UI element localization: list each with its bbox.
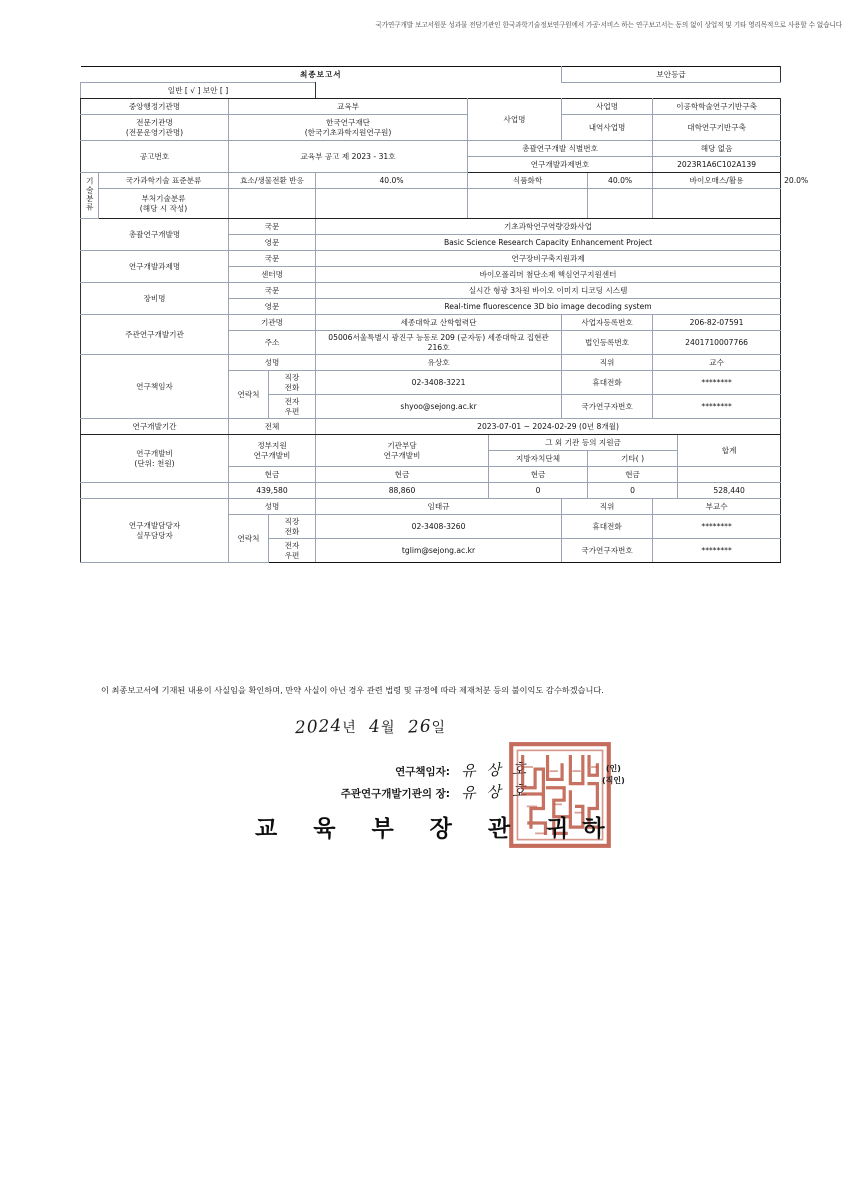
equipment-eng-value: Real-time fluorescence 3D bio image decoding system bbox=[316, 299, 781, 315]
overall-identifier-value: 해당 없음 bbox=[653, 141, 781, 157]
std-item-3-name: 바이오매스/활용 bbox=[653, 173, 781, 189]
pi-mobile-value: ******** bbox=[653, 371, 781, 395]
signature-date bbox=[295, 717, 445, 737]
local-cash-label: 현금 bbox=[489, 467, 588, 483]
overall-project-kor-value: 기초과학연구역량강화사업 bbox=[316, 219, 781, 235]
dept-classification-label-line1: 부처기술분류 bbox=[141, 194, 186, 204]
signature-date-month-suffix: 월 bbox=[380, 720, 395, 736]
overall-project-label: 총괄연구개발명 bbox=[81, 219, 229, 251]
research-period-scope-label: 전체 bbox=[229, 419, 316, 435]
pi-email-value: shyoo@sejong.ac.kr bbox=[316, 395, 562, 419]
pi-email-label-line2: 우편 bbox=[284, 406, 300, 416]
expert-agency-row bbox=[81, 115, 781, 141]
pi-label: 연구책임자 bbox=[81, 355, 229, 419]
expert-agency-label-line2: (전문운영기관명) bbox=[125, 127, 184, 137]
staff-contact-label: 연락처 bbox=[229, 515, 269, 563]
staff-position-label: 직위 bbox=[562, 499, 653, 515]
pi-position-label: 직위 bbox=[562, 355, 653, 371]
staff-label-line1: 연구개발담당자 bbox=[128, 521, 181, 531]
page-title: 최종보고서 bbox=[81, 67, 562, 83]
corp-reg-value: 2401710007766 bbox=[653, 331, 781, 355]
gov-funding-label-line2: 연구개발비 bbox=[253, 450, 291, 460]
overall-project-kor-row bbox=[81, 219, 781, 235]
funding-label bbox=[81, 435, 229, 483]
program-group-label: 사업명 bbox=[468, 99, 562, 141]
staff-mobile-label: 휴대전화 bbox=[562, 515, 653, 539]
address-label: 주소 bbox=[229, 331, 316, 355]
staff-name-row bbox=[81, 499, 781, 515]
signature-date-year-suffix: 년 bbox=[342, 720, 356, 736]
staff-name-label: 성명 bbox=[229, 499, 316, 515]
pi-signature-row bbox=[275, 759, 529, 780]
funding-label-line2: (단위: 천원) bbox=[134, 458, 175, 468]
institution-funding-label-line2: 연구개발비 bbox=[383, 450, 421, 460]
funding-label-line1: 연구개발비 bbox=[136, 449, 173, 459]
research-period-value: 2023-07-01 ~ 2024-02-29 (0년 8개월) bbox=[316, 419, 781, 435]
security-value-row bbox=[81, 83, 781, 99]
tech-classification-vertical-label: 기술분류 bbox=[81, 173, 99, 219]
staff-email-value: tglim@sejong.ac.kr bbox=[316, 539, 562, 563]
task-kor-label: 국문 bbox=[229, 251, 316, 267]
business-reg-value: 206-82-07591 bbox=[653, 315, 781, 331]
gov-funding-value: 439,580 bbox=[229, 483, 316, 499]
expert-agency-value-line2: (한국기초과학지원연구원) bbox=[304, 127, 392, 137]
funding-values-row bbox=[81, 483, 781, 499]
overall-project-eng-value: Basic Science Research Capacity Enhancement Project bbox=[316, 235, 781, 251]
local-gov-funding-label: 지방자치단체 bbox=[489, 451, 588, 467]
organization-name-row bbox=[81, 315, 781, 331]
etc-funding-label: 기타( ) bbox=[588, 451, 678, 467]
etc-cash-label: 현금 bbox=[588, 467, 678, 483]
other-funding-label: 그 외 기관 등의 지원금 bbox=[489, 435, 678, 451]
seal-annotation bbox=[602, 763, 625, 786]
std-item-2-name: 식품화학 bbox=[468, 173, 588, 189]
gov-cash-label: 현금 bbox=[229, 467, 316, 483]
signature-date-year: 2024 bbox=[294, 715, 343, 739]
research-period-row bbox=[81, 419, 781, 435]
address-value: 05006서울특별시 광진구 능동로 209 (군자동) 세종대학교 집현관 216호 bbox=[316, 331, 562, 355]
program-label: 사업명 bbox=[562, 99, 653, 115]
pi-name-value: 유상호 bbox=[316, 355, 562, 371]
sub-program-value: 대학연구기반구축 bbox=[653, 115, 781, 141]
dept-item-2-pct bbox=[588, 189, 653, 219]
equipment-eng-label: 영문 bbox=[229, 299, 316, 315]
declaration-statement: 이 최종보고서에 기재된 내용이 사실임을 확인하며, 만약 사실이 아닌 경우 관련 법령 및 규정에 따라 제재처분 등의 불이익도 감수하겠습니다. bbox=[101, 685, 604, 695]
business-reg-label: 사업자등록번호 bbox=[562, 315, 653, 331]
pi-email-label-line1: 전자 bbox=[284, 397, 300, 407]
staff-name-value: 임태규 bbox=[316, 499, 562, 515]
funding-values-spacer bbox=[81, 483, 229, 499]
staff-researcher-no-label: 국가연구자번호 bbox=[562, 539, 653, 563]
overall-identifier-label: 총괄연구개발 식별번호 bbox=[468, 141, 653, 157]
pi-researcher-no-label: 국가연구자번호 bbox=[562, 395, 653, 419]
institution-funding-value: 88,860 bbox=[316, 483, 489, 499]
expert-agency-label bbox=[81, 115, 229, 141]
dept-item-2-name bbox=[468, 189, 588, 219]
std-item-1-name: 효소/생물전환 반응 bbox=[229, 173, 316, 189]
signature-date-day: 26 bbox=[407, 716, 433, 738]
org-head-signature-label: 주관연구개발기관의 장: bbox=[340, 788, 450, 800]
organization-label: 주관연구개발기관 bbox=[81, 315, 229, 355]
dept-classification-label bbox=[99, 189, 229, 219]
institution-funding-label-line1: 기관부담 bbox=[387, 441, 417, 451]
institution-funding-label bbox=[316, 435, 489, 467]
gov-funding-label-line1: 정부지원 bbox=[257, 441, 287, 451]
equipment-kor-row bbox=[81, 283, 781, 299]
staff-office-phone-label-line1: 직장 bbox=[284, 517, 300, 527]
staff-office-phone-label-line2: 전화 bbox=[284, 526, 300, 536]
staff-label-line2: 실무담당자 bbox=[136, 530, 173, 540]
total-cash-spacer bbox=[678, 467, 781, 483]
overall-project-kor-label: 국문 bbox=[229, 219, 316, 235]
pi-signature-value: 유 상 호 bbox=[460, 759, 530, 781]
equipment-kor-label: 국문 bbox=[229, 283, 316, 299]
pi-name-row bbox=[81, 355, 781, 371]
pi-mobile-label: 휴대전화 bbox=[562, 371, 653, 395]
dept-classification-row bbox=[81, 189, 781, 219]
pi-email-label bbox=[269, 395, 316, 419]
funding-header-row bbox=[81, 435, 781, 451]
staff-label bbox=[81, 499, 229, 563]
staff-office-phone-label bbox=[269, 515, 316, 539]
gov-funding-label bbox=[229, 435, 316, 467]
equipment-label: 장비명 bbox=[81, 283, 229, 315]
signature-date-month: 4 bbox=[368, 716, 382, 738]
staff-mobile-value: ******** bbox=[653, 515, 781, 539]
seal-annotation-line2: (직인) bbox=[602, 775, 625, 785]
org-head-signature-value: 유 상 호 bbox=[460, 781, 530, 803]
dept-item-3-name bbox=[653, 189, 781, 219]
program-value: 이공학학술연구기반구축 bbox=[653, 99, 781, 115]
task-center-value: 바이오폴리머 첨단소재 핵심연구지원센터 bbox=[316, 267, 781, 283]
corp-reg-label: 법인등록번호 bbox=[562, 331, 653, 355]
copyright-notice: 국가연구개발 보고서원문 성과물 전담기관인 한국과학기술정보연구원에서 가공·서비스 하는 연구보고서는 동의 없이 상업적 및 기타 영리목적으로 사용할 수 없습니다 bbox=[375, 21, 842, 29]
signature-date-day-suffix: 일 bbox=[431, 720, 446, 736]
task-center-label: 센터명 bbox=[229, 267, 316, 283]
pi-researcher-no-value: ******** bbox=[653, 395, 781, 419]
pi-name-label: 성명 bbox=[229, 355, 316, 371]
staff-email-label-line2: 우편 bbox=[284, 550, 300, 560]
pi-office-phone-value: 02-3408-3221 bbox=[316, 371, 562, 395]
central-agency-value: 교육부 bbox=[229, 99, 468, 115]
title-row bbox=[81, 67, 781, 83]
security-grade-label: 보안등급 bbox=[562, 67, 781, 83]
staff-position-value: 부교수 bbox=[653, 499, 781, 515]
etc-funding-value: 0 bbox=[588, 483, 678, 499]
dept-item-1-pct bbox=[316, 189, 468, 219]
notice-number-label: 공고번호 bbox=[81, 141, 229, 173]
dept-item-1-name bbox=[229, 189, 316, 219]
task-label: 연구개발과제명 bbox=[81, 251, 229, 283]
staff-email-label bbox=[269, 539, 316, 563]
std-item-2-pct: 40.0% bbox=[588, 173, 653, 189]
institution-cash-label: 현금 bbox=[316, 467, 489, 483]
staff-email-label-line1: 전자 bbox=[284, 541, 300, 551]
total-funding-label: 합계 bbox=[678, 435, 781, 467]
expert-agency-value-line1: 한국연구재단 bbox=[325, 118, 370, 128]
project-number-value: 2023R1A6C102A139 bbox=[653, 157, 781, 173]
pi-office-phone-label-line1: 직장 bbox=[284, 373, 300, 383]
staff-office-phone-value: 02-3408-3260 bbox=[316, 515, 562, 539]
pi-position-value: 교수 bbox=[653, 355, 781, 371]
notice-number-value: 교육부 공고 제 2023 - 31호 bbox=[229, 141, 468, 173]
overall-id-row bbox=[81, 141, 781, 157]
sub-program-label: 내역사업명 bbox=[562, 115, 653, 141]
dept-classification-label-line2: (해당 시 작성) bbox=[139, 203, 188, 213]
pi-office-phone-label-line2: 전화 bbox=[284, 382, 300, 392]
overall-project-eng-label: 영문 bbox=[229, 235, 316, 251]
pi-office-phone-label bbox=[269, 371, 316, 395]
research-period-label: 연구개발기간 bbox=[81, 419, 229, 435]
total-funding-value: 528,440 bbox=[678, 483, 781, 499]
declaration-section bbox=[80, 655, 780, 865]
task-kor-value: 연구장비구축지원과제 bbox=[316, 251, 781, 267]
central-agency-label: 중앙행정기관명 bbox=[81, 99, 229, 115]
std-classification-label: 국가과학기술 표준분류 bbox=[99, 173, 229, 189]
local-funding-value: 0 bbox=[489, 483, 588, 499]
report-info-table bbox=[80, 66, 809, 563]
final-report-form bbox=[80, 66, 809, 563]
institution-name-label: 기관명 bbox=[229, 315, 316, 331]
expert-agency-value bbox=[229, 115, 468, 141]
std-classification-row: 기술분류 국가과학기술 표준분류 효소/생물전환 반응 40.0% 식품화학 40.0% 바이오매스/활용 20.0% bbox=[81, 173, 781, 189]
seal-annotation-line1: (인) bbox=[605, 764, 621, 773]
org-head-signature-row bbox=[275, 781, 529, 802]
staff-researcher-no-value: ******** bbox=[653, 539, 781, 563]
pi-signature-label: 연구책임자: bbox=[395, 766, 450, 778]
pi-contact-label: 연락처 bbox=[229, 371, 269, 419]
security-grade-value: 일반 [ √ ] 보안 [ ] bbox=[81, 83, 316, 99]
expert-agency-label-line1: 전문기관명 bbox=[136, 118, 173, 128]
addressee-line: 교 육 부 장 관 귀하 bbox=[255, 816, 619, 842]
project-number-label: 연구개발과제번호 bbox=[468, 157, 653, 173]
task-kor-row bbox=[81, 251, 781, 267]
institution-name-value: 세종대학교 산학협력단 bbox=[316, 315, 562, 331]
std-item-1-pct: 40.0% bbox=[316, 173, 468, 189]
central-agency-row bbox=[81, 99, 781, 115]
equipment-kor-value: 실시간 형광 3차원 바이오 이미지 디코딩 시스템 bbox=[316, 283, 781, 299]
